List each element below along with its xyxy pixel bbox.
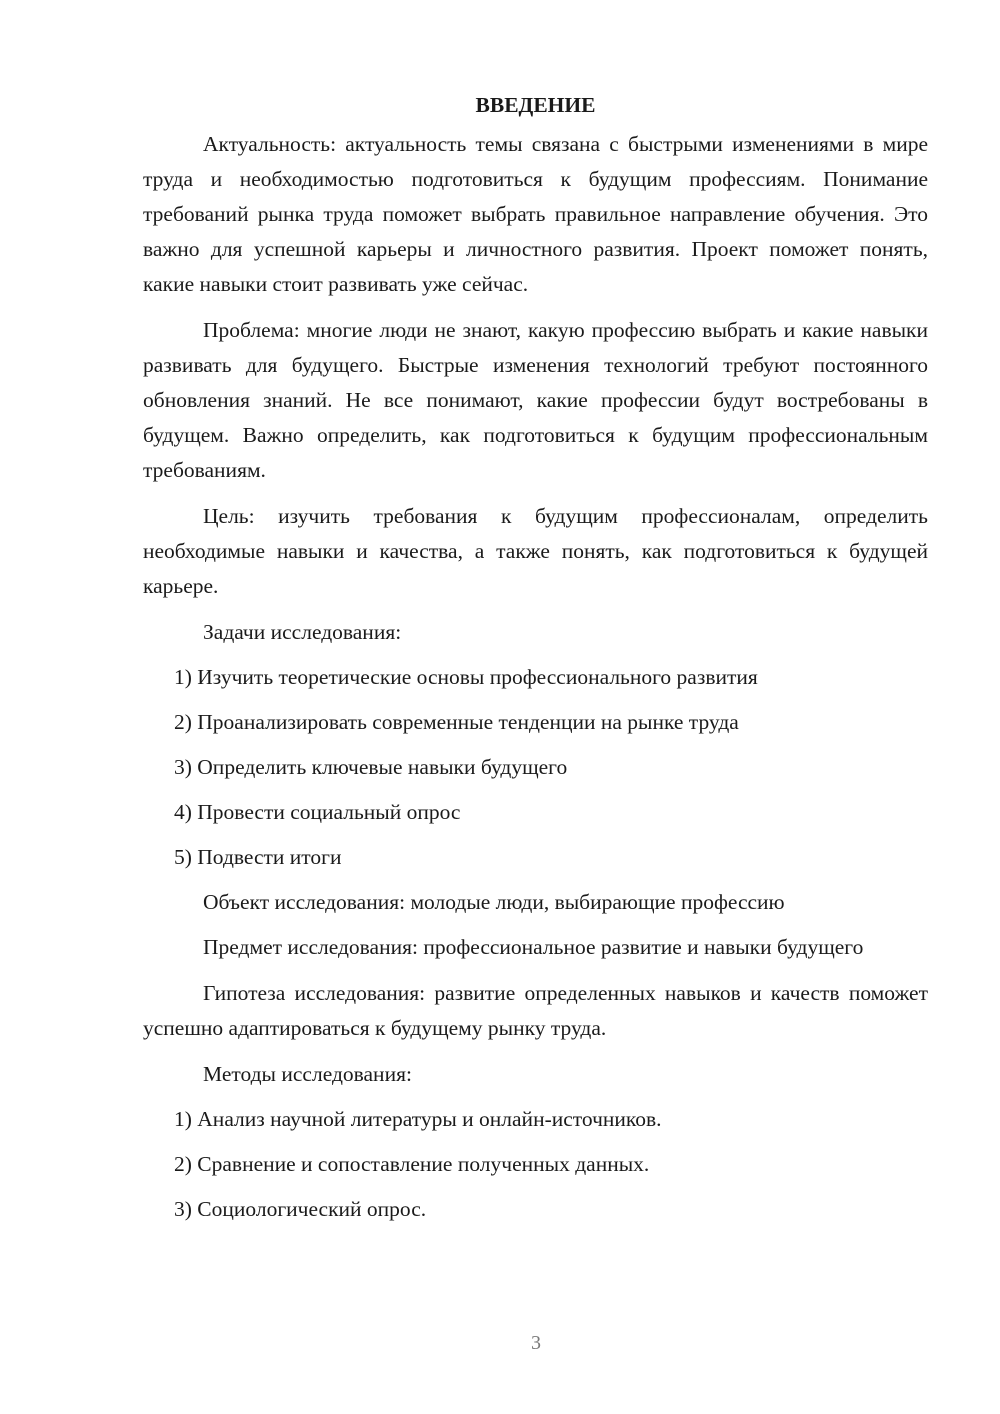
task-item: 2) Проанализировать современные тенденции на рынке труда (174, 710, 739, 734)
method-item: 2) Сравнение и сопоставление полученных данных. (174, 1152, 650, 1176)
subject-paragraph: Предмет исследования: профессиональное развитие и навыки будущего (203, 935, 864, 959)
goal-paragraph: Цель: изучить требования к будущим профессионалам, определить необходимые навыки и качества, а также понять, как подготовиться к будущей карьере. (143, 504, 928, 598)
page-number: 3 (531, 1332, 541, 1354)
relevance-paragraph: Актуальность: актуальность темы связана с быстрыми изменениями в мире труда и необходимостью подготовиться к будущим профессиям. Понимание требований рынка труда поможет выбрать правильное направление обучения. Это важно для успешной карьеры и личностного развития. Проект поможет понять, какие навыки стоит развивать уже сейчас. (143, 132, 928, 296)
tasks-heading: Задачи исследования: (203, 620, 402, 644)
method-item: 3) Социологический опрос. (174, 1197, 427, 1221)
hypothesis-paragraph: Гипотеза исследования: развитие определенных навыков и качеств поможет успешно адаптироваться к будущему рынку труда. (143, 981, 928, 1040)
section-title: ВВЕДЕНИЕ (475, 93, 596, 117)
page-content (143, 88, 928, 1237)
methods-heading: Методы исследования: (203, 1062, 412, 1086)
method-item: 1) Анализ научной литературы и онлайн-источников. (174, 1107, 662, 1131)
object-paragraph: Объект исследования: молодые люди, выбирающие профессию (203, 890, 785, 914)
task-item: 4) Провести социальный опрос (174, 800, 461, 824)
task-item: 3) Определить ключевые навыки будущего (174, 755, 568, 779)
task-item: 1) Изучить теоретические основы профессионального развития (174, 665, 758, 689)
problem-paragraph: Проблема: многие люди не знают, какую профессию выбрать и какие навыки развивать для будущего. Быстрые изменения технологий требуют постоянного обновления знаний. Не все понимают, какие профессии будут востребованы в будущем. Важно определить, как подготовиться к будущим профессиональным требованиям. (143, 318, 928, 482)
task-item: 5) Подвести итоги (174, 845, 342, 869)
